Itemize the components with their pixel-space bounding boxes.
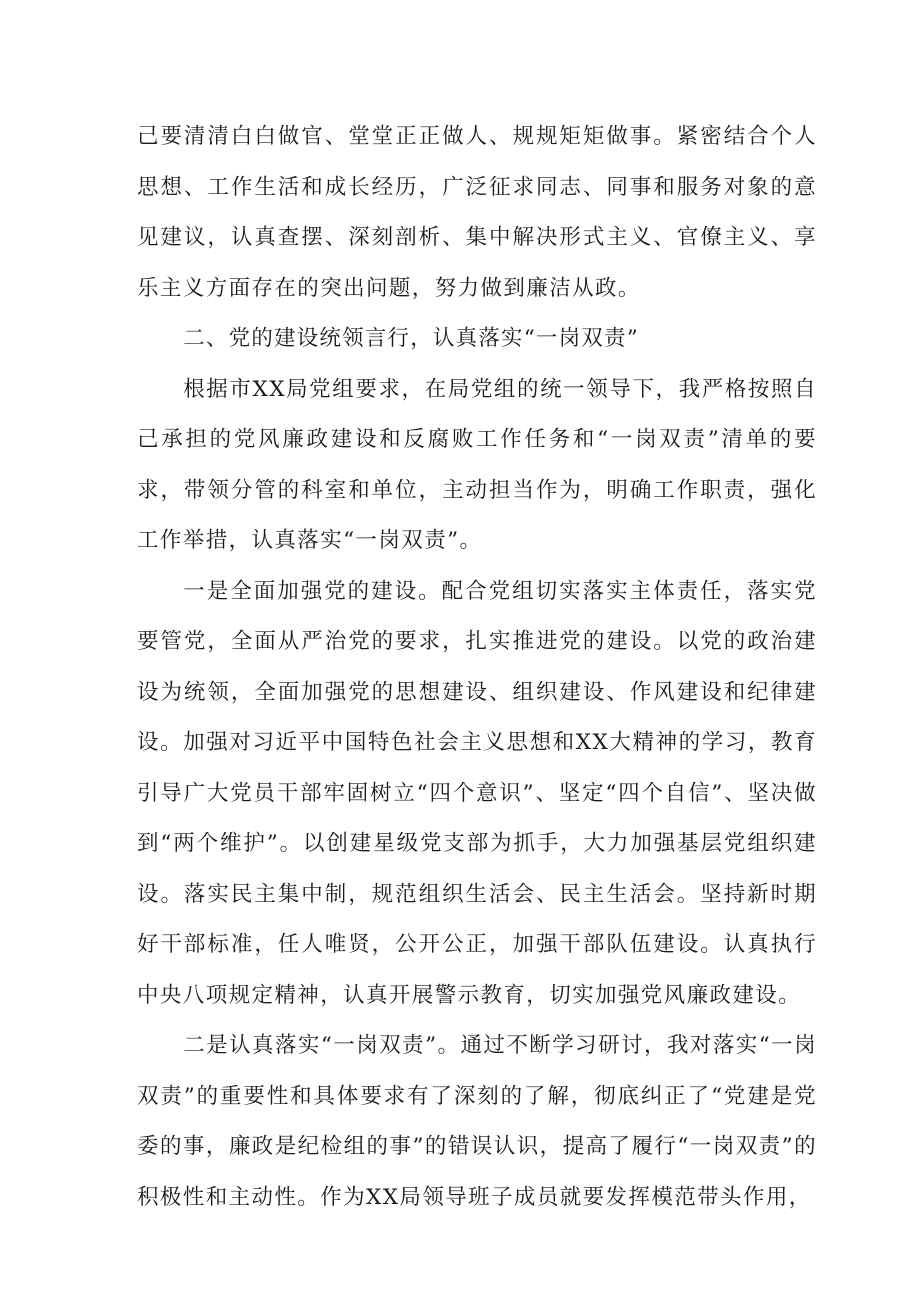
paragraph-party-building: 一是全面加强党的建设。配合党组切实落实主体责任，落实党要管党，全面从严治党的要求，扎实推进党的建设。以党的政治建设为统领，全面加强党的思想建设、组织建设、作风建设和纪律建设。加强对习近平中国特色社会主义思想和XX大精神的学习，教育引导广大党员干部牢固树立“四个意识”、坚定“四个自信”、坚决做到“两个维护”。以创建星级党支部为抓手，大力加强基层党组织建设。落实民主集中制，规范组织生活会、民主生活会。坚持新时期好干部标准，任人唯贤，公开公正，加强干部队伍建设。认真执行中央八项规定精神，认真开展警示教育，切实加强党风廉政建设。 (137, 578, 817, 1008)
document-body (137, 112, 817, 1223)
section-heading: 二、党的建设统领言行，认真落实“一岗双责” (183, 326, 639, 351)
paragraph-continuation: 己要清清白白做官、堂堂正正做人、规规矩矩做事。紧密结合个人思想、工作生活和成长经历，广泛征求同志、同事和服务对象的意见建议，认真查摆、深刻剖析、集中解决形式主义、官僚主义、享乐主义方面存在的突出问题，努力做到廉洁从政。 (137, 124, 817, 301)
paragraph-one-post-two-duties: 二是认真落实“一岗双责”。通过不断学习研讨，我对落实“一岗双责”的重要性和具体要求有了深刻的了解，彻底纠正了“党建是党委的事，廉政是纪检组的事”的错误认识，提高了履行“一岗双责”的积极性和主动性。作为XX局领导班子成员就要发挥模范带头作用， (137, 1033, 817, 1210)
paragraph-intro: 根据市XX局党组要求，在局党组的统一领导下，我严格按照自己承担的党风廉政建设和反腐败工作任务和“一岗双责”清单的要求，带领分管的科室和单位，主动担当作为，明确工作职责，强化工作举措，认真落实“一岗双责”。 (137, 376, 817, 553)
